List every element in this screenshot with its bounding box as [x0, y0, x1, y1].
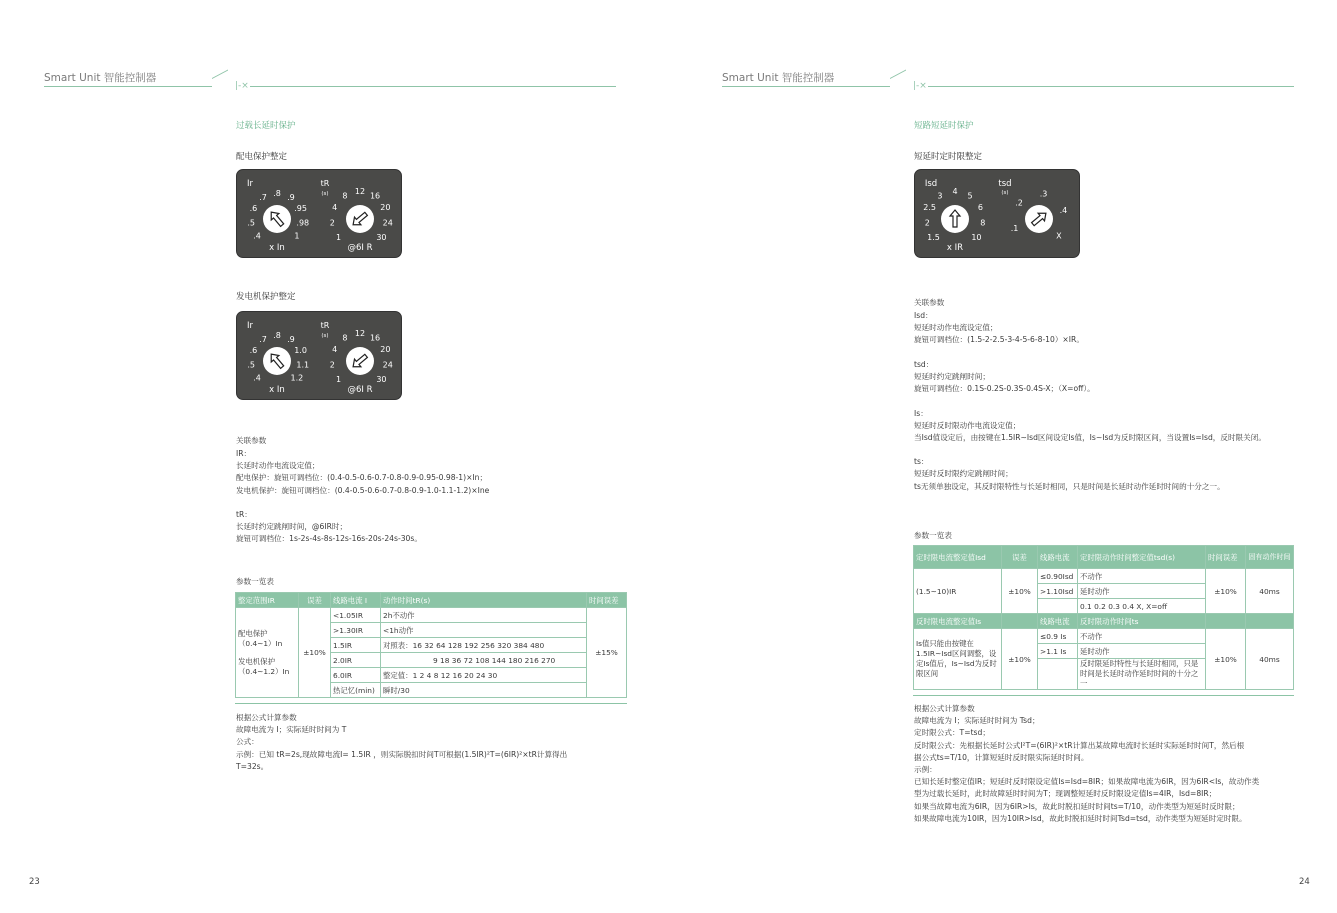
dial-tick-label: 8	[980, 218, 986, 228]
right-section-title: 短路短延时保护	[914, 121, 974, 131]
param-line: 当Isd值设定后，由按键在1.5IR~Isd区间设定Is值，Is~Isd为反时限区间，当设置Is=Isd，反时限关闭。	[914, 432, 1266, 442]
right-params-block	[914, 310, 1266, 493]
formula-line: 反时限公式：先根据长延时公式I²T=(6IR)²×tR计算出某故障电流时长延时实际延时时间T，然后根	[914, 740, 1245, 750]
dial-tick-label: 16	[369, 333, 381, 343]
dial-tick-label: 8	[342, 333, 348, 343]
left-header-rule-2	[250, 86, 616, 87]
dial-tick-label: .7	[259, 335, 267, 345]
th-def-time: 定时限动作时间整定值tsd(s)	[1078, 546, 1206, 569]
inv-header-current: 线路电流	[1038, 614, 1078, 629]
dial-tick-label: 20	[380, 203, 391, 213]
dial-tick-label: 20	[380, 345, 391, 355]
th-current: 线路电流 I	[331, 593, 381, 608]
th-def-current: 线路电流	[1038, 546, 1078, 569]
tsd-knob[interactable]	[1025, 205, 1053, 233]
left-params-title: 关联参数	[236, 436, 267, 445]
param-line: 配电保护：旋钮可调档位：(0.4-0.5-0.6-0.7-0.8-0.9-0.95-0.98-1)×In；	[236, 473, 488, 483]
tr-dial-unit: @6I R	[347, 385, 373, 395]
tr-dial-label-unit: (s)	[321, 333, 329, 339]
inv-row-current: ≤0.9 Is	[1038, 629, 1078, 644]
dial-tick-label: 4	[332, 203, 338, 213]
formula-line: 型为过载长延时，此时故障延时时间为T；现调整短延时反时限设定值Is=4IR，Isd=8IR；	[914, 789, 1217, 799]
right-header-rule-2	[928, 86, 1294, 87]
right-table-bottom-rule	[913, 695, 1294, 696]
inv-row-current: >1.1 Is	[1038, 644, 1078, 659]
dial-tick-label: 2	[329, 360, 335, 370]
right-header-slash	[890, 69, 906, 87]
def-inherent-cell: 40ms	[1246, 569, 1294, 614]
inv-inherent-cell: 40ms	[1246, 629, 1294, 690]
def-error-cell: ±10%	[1002, 569, 1038, 614]
dial-tick-label: 1.2	[290, 373, 304, 383]
param-line: 短延时反时限约定跳闸时间；	[914, 469, 1013, 479]
param-line	[914, 347, 1266, 359]
dial-tick-label: .3	[1039, 189, 1048, 199]
dial2-caption: 发电机保护整定	[236, 292, 296, 302]
def-row-current: >1.10Isd	[1038, 584, 1078, 599]
th-inherent-time: 固有动作时间	[1246, 546, 1294, 569]
formula-line: 公式：	[236, 737, 259, 747]
dial-tick-label: .4	[253, 231, 261, 241]
dial-tick-label: 30	[376, 232, 387, 242]
formula-line: 示例：已知 tR=2s,现故障电流I= 1.5IR ，则实际脱扣时间T可根据(1.5IR)²T=(6IR)²×tR计算得出	[236, 749, 568, 759]
row-current: 1.5IR	[331, 638, 381, 653]
def-row-current: ≤0.90Isd	[1038, 569, 1078, 584]
th-def-error: 误差	[1002, 546, 1038, 569]
tr-dial-label-unit: (s)	[321, 191, 329, 197]
left-table-bottom-rule	[235, 703, 627, 704]
range-a: 配电保护（0.4~1）In	[238, 628, 283, 648]
inv-row-current	[1038, 659, 1078, 690]
tr-knob[interactable]	[346, 205, 374, 233]
dial-tick-label: 2	[329, 218, 335, 228]
dial-tick-label: 2.5	[923, 203, 936, 213]
def-row-time: 不动作	[1078, 569, 1206, 584]
dial-tick-label: 24	[382, 218, 393, 228]
row-time: 整定值：1 2 4 8 12 16 20 24 30	[381, 668, 587, 683]
right-param-table	[913, 545, 1294, 690]
dial-tick-label: 2	[924, 218, 930, 228]
formula-line: 故障电流为 I；实际延时时间为 T	[236, 725, 347, 735]
dial-tick-label: .9	[287, 193, 295, 203]
right-dial-caption: 短延时定时限整定	[914, 152, 983, 162]
dial-tick-label: .2	[1015, 198, 1023, 208]
inv-row-time: 延时动作	[1078, 644, 1206, 659]
left-header-rule	[44, 86, 212, 87]
row-time: 9 18 36 72 108 144 180 216 270	[381, 653, 587, 668]
distribution-dial-panel	[236, 169, 402, 258]
left-formula-block	[236, 712, 567, 773]
right-header-rule	[722, 86, 890, 87]
inv-range-cell: Is值只能由按键在1.5IR~Isd区间调整，设定Is值后，Is~Isd为反时限区间	[914, 629, 1002, 690]
dial-tick-label: 1.5	[927, 232, 940, 242]
ir-dial-label: Ir	[246, 321, 254, 331]
dial-tick-label: 1	[336, 232, 342, 242]
th-error: 误差	[299, 593, 331, 608]
row-time: 对照表：16 32 64 128 192 256 320 384 480	[381, 638, 587, 653]
th-def-range: 定时限电流整定值Isd	[914, 546, 1002, 569]
inv-error-cell: ±10%	[1002, 629, 1038, 690]
range-cell	[236, 608, 299, 698]
def-row-time: 延时动作	[1078, 584, 1206, 599]
formula-line: 已知长延时整定值IR；短延时反时限设定值Is=Isd=8IR；如果故障电流为6IR，因为6IR<Is，故动作类	[914, 777, 1260, 787]
formula-line: 故障电流为 I；实际延时时间为 Tsd；	[914, 716, 1040, 726]
dial-tick-label: 24	[382, 360, 393, 370]
dial-tick-label: 1	[336, 374, 342, 384]
dial-tick-label: 1.1	[296, 360, 310, 370]
left-params-block	[236, 448, 489, 546]
dial-tick-label: 1	[294, 231, 300, 241]
inv-header-time: 反时限动作时间ts	[1078, 614, 1206, 629]
left-header-slash	[212, 69, 228, 87]
th-range: 整定范围IR	[236, 593, 299, 608]
short-delay-dial-svg	[915, 170, 1079, 257]
tsd-dial-label: tsd	[998, 179, 1012, 189]
ir-knob[interactable]	[263, 205, 291, 233]
range-b: 发电机保护（0.4~1.2）In	[238, 656, 290, 676]
dial-tick-label: .8	[273, 189, 281, 198]
dial-tick-label: .1	[1010, 223, 1019, 233]
param-line: 旋钮可调档位：1s-2s-4s-8s-12s-16s-20s-24s-30s。	[236, 534, 422, 544]
formula-line: T=32s。	[236, 761, 269, 771]
inv-row-time: 不动作	[1078, 629, 1206, 644]
short-delay-dial-panel	[914, 169, 1080, 258]
dial-tick-label: 12	[354, 329, 366, 338]
param-line: Is：	[914, 408, 928, 418]
def-row-current	[1038, 599, 1078, 614]
dial-tick-label: .9	[287, 335, 295, 345]
param-line: 短延时动作电流设定值；	[914, 323, 998, 333]
param-line: IR：	[236, 449, 252, 458]
ir-dial-unit: x In	[269, 385, 285, 395]
dial-tick-label: 4	[952, 187, 958, 196]
param-line	[914, 444, 1266, 456]
row-time: 瞬时/30	[381, 683, 587, 698]
right-formula-block	[914, 703, 1259, 825]
ir-dial-label: Ir	[246, 179, 254, 189]
row-time: 2h不动作	[381, 608, 587, 623]
error-cell: ±10%	[299, 608, 331, 698]
th-def-time-error: 时间误差	[1206, 546, 1246, 569]
right-params-title: 关联参数	[914, 298, 945, 307]
ir-knob[interactable]	[263, 347, 291, 375]
dial-tick-label: .5	[247, 360, 256, 370]
dial1-caption: 配电保护整定	[236, 152, 288, 162]
row-current: 2.0IR	[331, 653, 381, 668]
param-line: 短延时约定跳闸时间；	[914, 371, 990, 381]
dial-tick-label: 4	[332, 345, 338, 355]
dial-tick-label: 30	[376, 374, 387, 384]
generator-dial-svg	[237, 312, 401, 399]
tr-dial-unit: @6I R	[347, 243, 373, 253]
dial-tick-label: .5	[247, 218, 256, 228]
param-line: tR：	[236, 509, 252, 519]
inv-time-error-cell: ±10%	[1206, 629, 1246, 690]
formula-line: 如果当故障电流为6IR，因为6IR>Is，故此时脱扣延时时间ts=T/10，动作类型为短延时反时限；	[914, 801, 1240, 811]
row-current: 6.0IR	[331, 668, 381, 683]
dial-tick-label: 1.0	[294, 346, 307, 356]
isd-knob[interactable]	[941, 205, 969, 233]
right-header-mark: |-×	[913, 81, 927, 91]
th-time-error: 时间误差	[587, 593, 627, 608]
param-line	[914, 395, 1266, 407]
param-line: 短延时反时限动作电流设定值；	[914, 420, 1021, 430]
left-header-title: Smart Unit 智能控制器	[44, 72, 157, 84]
def-row-time: 0.1 0.2 0.3 0.4 X, X=off	[1078, 599, 1206, 614]
param-line: 长延时约定跳闸时间，@6IR时；	[236, 522, 348, 532]
right-table-title: 参数一览表	[914, 531, 952, 540]
inv-row-time: 反时限延时特性与长延时相同，只是时间是长延时动作延时时间的十分之一	[1078, 659, 1206, 690]
dial-tick-label: .6	[249, 204, 258, 214]
param-line: 长延时动作电流设定值；	[236, 461, 320, 471]
tr-knob[interactable]	[346, 347, 374, 375]
dial-tick-label: .8	[273, 331, 281, 340]
def-time-error-cell: ±10%	[1206, 569, 1246, 614]
row-current: 热记忆(min)	[331, 683, 381, 698]
dial-tick-label: 8	[342, 191, 348, 201]
param-line: tsd：	[914, 359, 934, 369]
formula-line: 据公式ts=T/10，计算短延时反时限实际延时时间。	[914, 752, 1089, 762]
right-page-number: 24	[1299, 877, 1310, 887]
isd-dial-label: Isd	[924, 179, 938, 189]
dial-tick-label: 5	[967, 191, 973, 201]
dial-tick-label: 10	[971, 232, 982, 242]
left-page-number: 23	[29, 877, 40, 887]
formula-line: 根据公式计算参数	[914, 704, 975, 713]
left-header-mark: |-×	[235, 81, 249, 91]
dial-tick-label: X	[1056, 231, 1062, 241]
row-current: >1.30IR	[331, 623, 381, 638]
dial-tick-label: .95	[294, 204, 307, 214]
param-line: 旋钮可调档位：0.1S-0.2S-0.3S-0.4S-X；（X=off）。	[914, 384, 1095, 394]
left-section-title: 过载长延时保护	[236, 121, 296, 131]
dial-tick-label: .6	[249, 346, 258, 356]
param-line: 旋钮可调档位：(1.5-2-2.5-3-4-5-6-8-10）×IR。	[914, 335, 1084, 345]
param-line: 发电机保护：旋钮可调档位：(0.4-0.5-0.6-0.7-0.8-0.9-1.0-1.1-1.2)×Ine	[236, 485, 490, 495]
left-table-title: 参数一览表	[236, 577, 274, 586]
tr-dial-label: tR	[320, 321, 330, 330]
dial-tick-label: 12	[354, 187, 366, 196]
row-current: <1.05IR	[331, 608, 381, 623]
th-time: 动作时间tR(s)	[381, 593, 587, 608]
dial-tick-label: .7	[259, 193, 267, 203]
dial-tick-label: .4	[253, 373, 261, 383]
def-range-cell: (1.5~10)IR	[914, 569, 1002, 614]
left-param-table	[235, 592, 627, 698]
dial-tick-label: .98	[296, 218, 310, 228]
formula-line: 根据公式计算参数	[236, 713, 297, 722]
param-line: ts无须单独设定，其反时限特性与长延时相同，只是时间是长延时动作延时时间的十分之一。	[914, 481, 1225, 491]
dial-tick-label: 16	[369, 191, 381, 201]
distribution-dial-svg	[237, 170, 401, 257]
time-error-cell: ±15%	[587, 608, 627, 698]
isd-dial-unit: x IR	[946, 243, 964, 253]
inv-header-range: 反时限电流整定值Is	[914, 614, 1002, 629]
right-header-title: Smart Unit 智能控制器	[722, 72, 835, 84]
dial-tick-label: 6	[977, 203, 983, 213]
tsd-dial-label-unit: (s)	[1001, 190, 1009, 196]
row-time: <1h动作	[381, 623, 587, 638]
dial-tick-label: 3	[937, 191, 943, 201]
dial-tick-label: .4	[1059, 206, 1068, 216]
ir-dial-unit: x In	[269, 243, 285, 253]
param-line	[236, 497, 489, 509]
formula-line: 定时限公式：T=tsd；	[914, 728, 990, 738]
param-line: ts：	[914, 457, 929, 467]
formula-line: 示例：	[914, 764, 937, 774]
tr-dial-label: tR	[320, 179, 330, 188]
generator-dial-panel	[236, 311, 402, 400]
param-line: Isd：	[914, 311, 933, 320]
formula-line: 如果故障电流为10IR，因为10IR>Isd，故此时脱扣延时时间Tsd=tsd，动作类型为短延时定时限。	[914, 813, 1247, 823]
